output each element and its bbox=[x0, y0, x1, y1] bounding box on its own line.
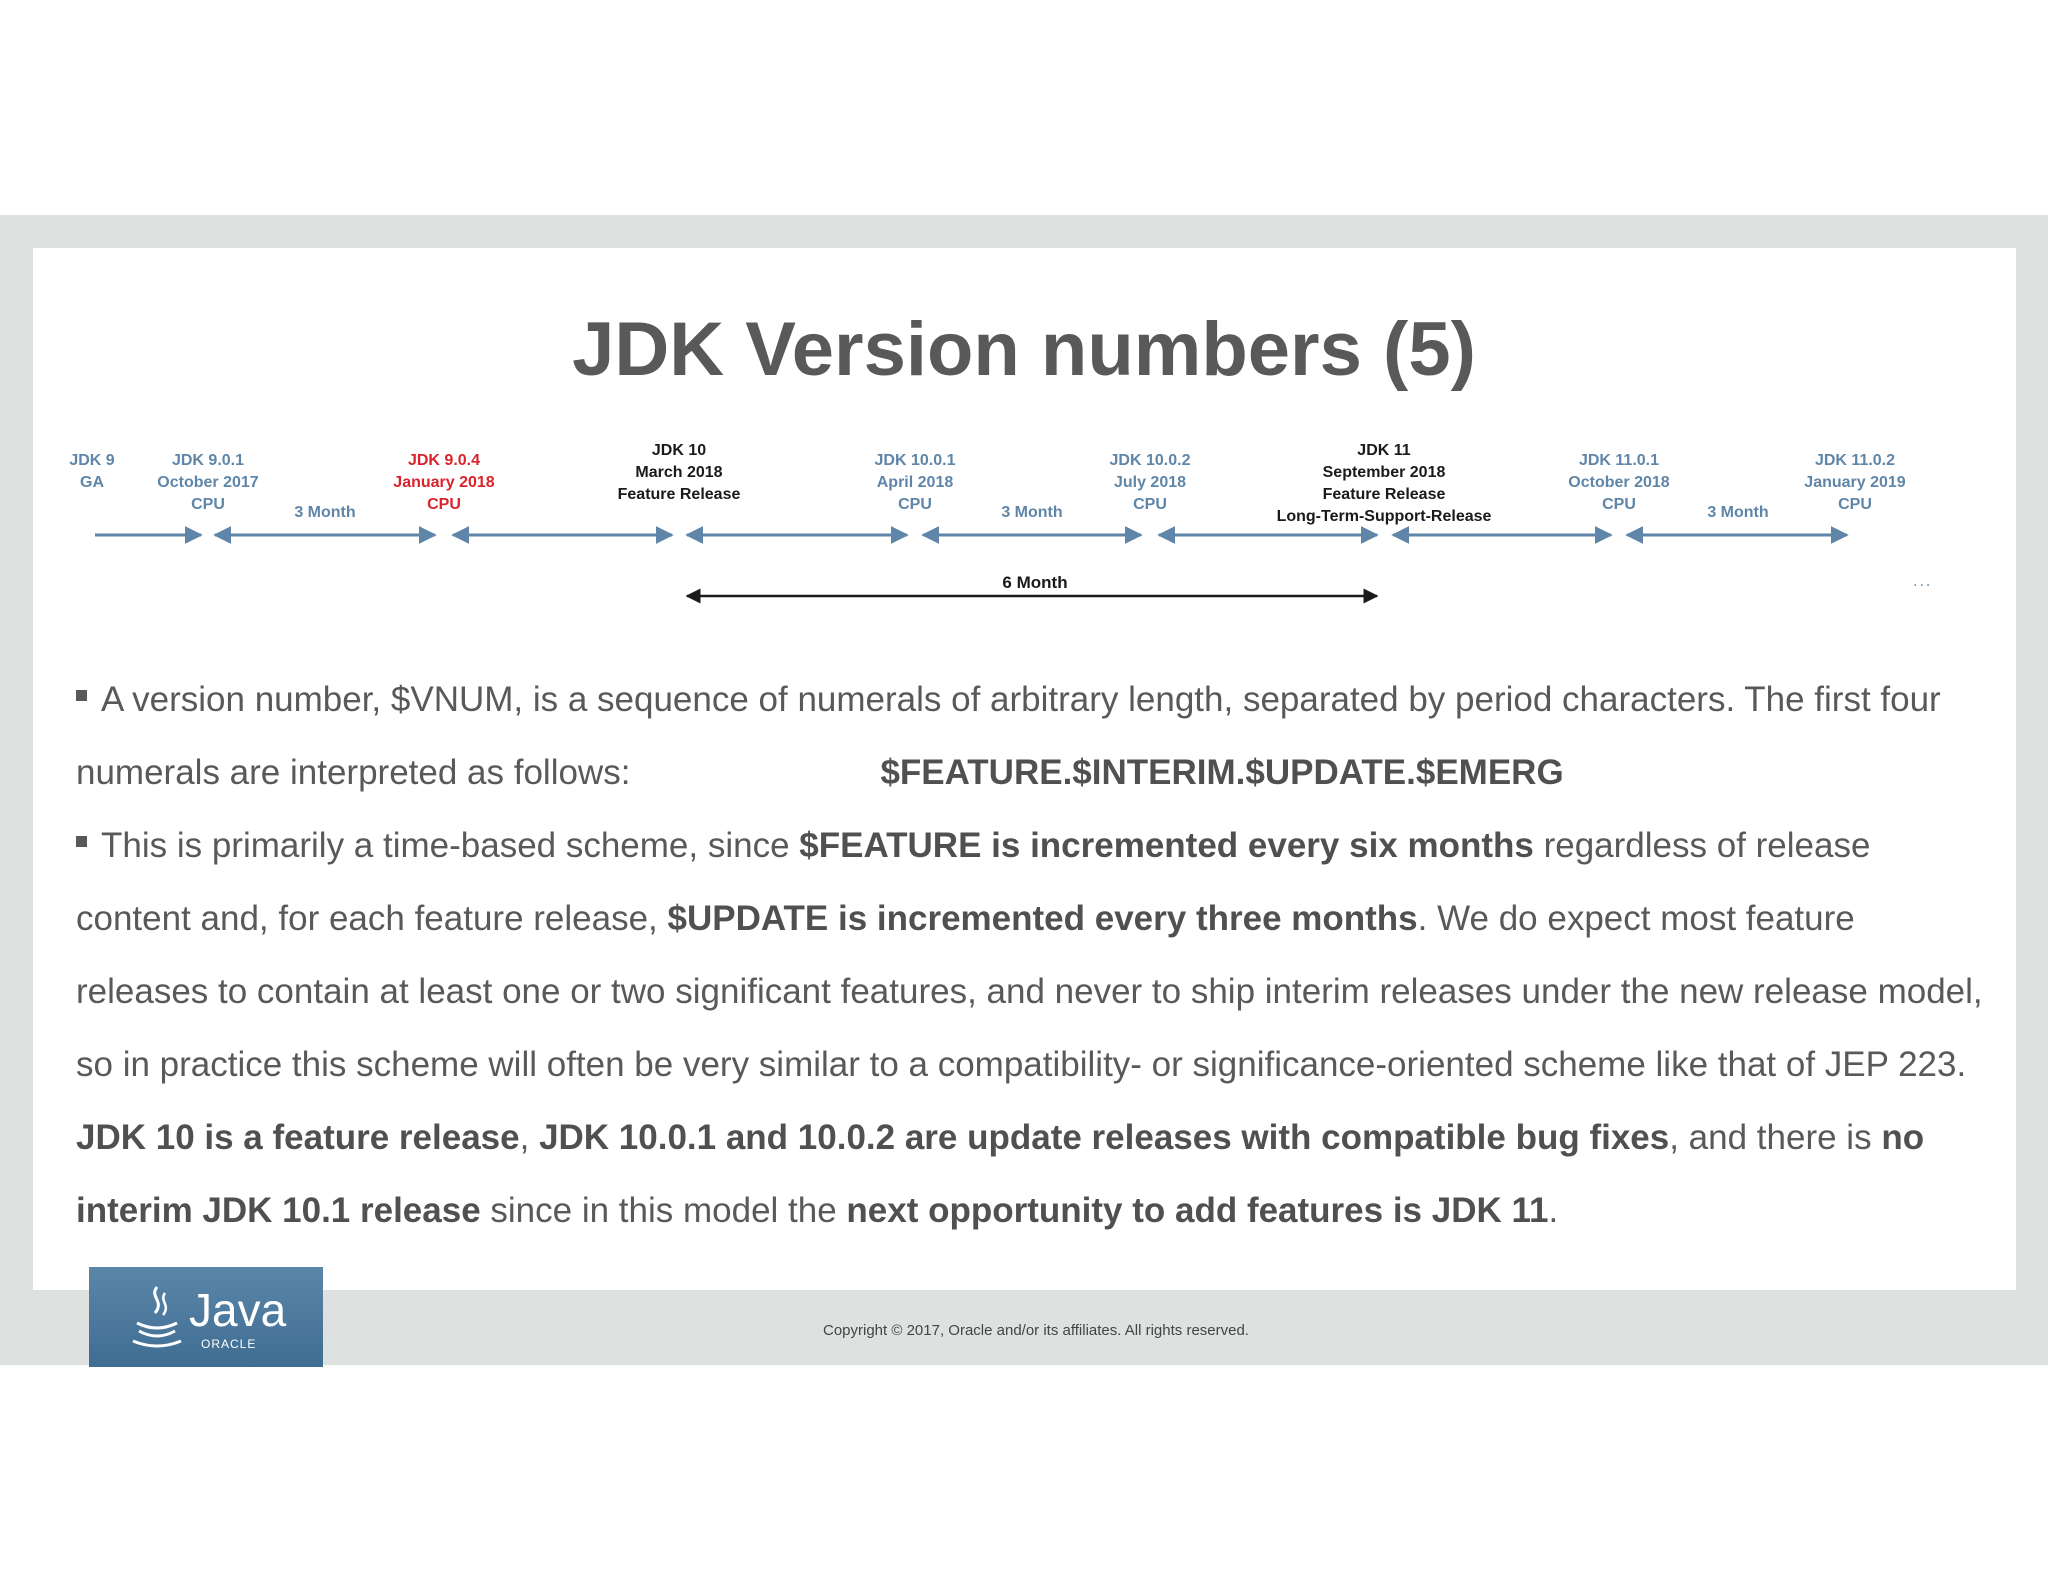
gap-label: 3 Month bbox=[1001, 504, 1063, 521]
slide-title: JDK Version numbers (5) bbox=[572, 307, 1476, 392]
bullet-icon bbox=[76, 690, 87, 701]
milestone-line: July 2018 bbox=[1113, 474, 1187, 491]
milestone-line: JDK 10.0.1 bbox=[874, 452, 956, 469]
paragraph-time-based-scheme: This is primarily a time-based scheme, since $FEATURE is incremented every six months regardless of release content and, for each feature release, $UPDATE is incremented every three months. We do expect most feature releases to contain at least one or two significant features, and never to ship interim releases under the new release model, so in practice this scheme will often be very similar to a compatibility- or significance-oriented scheme like that of JEP 223. JDK 10 is a feature release, JDK 10.0.1 and 10.0.2 are update releases with compatible bug fixes, and there is no interim JDK 10.1 release since in this model the next opportunity to add features is JDK 11. bbox=[76, 826, 1983, 1230]
timeline-milestone bbox=[618, 440, 741, 506]
milestone-line: JDK 11.0.2 bbox=[1814, 452, 1896, 469]
slide-body bbox=[76, 663, 1986, 1247]
milestone-line: CPU bbox=[898, 496, 932, 513]
gap-label: 3 Month bbox=[1707, 504, 1769, 521]
milestone-line: October 2018 bbox=[1568, 474, 1670, 491]
milestone-line: JDK 10 bbox=[651, 442, 707, 459]
copyright-notice: Copyright © 2017, Oracle and/or its affiliates. All rights reserved. bbox=[823, 1322, 1249, 1339]
timeline-milestone bbox=[1568, 450, 1669, 516]
milestone-line: JDK 9.0.4 bbox=[407, 452, 481, 469]
milestone-line: CPU bbox=[1838, 496, 1872, 513]
version-format: $FEATURE.$INTERIM.$UPDATE.$EMERG bbox=[880, 753, 1564, 792]
timeline-milestone bbox=[1804, 450, 1905, 516]
milestone-line: CPU bbox=[1602, 496, 1636, 513]
milestone-line: JDK 9 bbox=[69, 452, 115, 469]
milestone-line: GA bbox=[79, 474, 104, 491]
milestone-line: CPU bbox=[191, 496, 225, 513]
bullet-icon bbox=[76, 836, 87, 847]
milestone-line: JDK 11.0.1 bbox=[1578, 452, 1660, 469]
timeline-milestone bbox=[157, 450, 258, 516]
timeline-milestone bbox=[875, 450, 956, 516]
timeline-milestone bbox=[393, 450, 494, 516]
milestone-line: CPU bbox=[1133, 496, 1167, 513]
milestone-line: JDK 9.0.1 bbox=[171, 452, 245, 469]
milestone-line: January 2018 bbox=[393, 474, 495, 491]
milestone-line: Feature Release bbox=[1322, 486, 1446, 503]
milestone-line: January 2019 bbox=[1804, 474, 1906, 491]
timeline-milestone bbox=[1277, 440, 1492, 528]
logo-subtext: ORACLE bbox=[201, 1337, 257, 1351]
milestone-line: March 2018 bbox=[635, 464, 723, 481]
java-cup-icon bbox=[127, 1283, 187, 1353]
milestone-line: Long-Term-Support-Release bbox=[1276, 508, 1492, 525]
milestone-line: JDK 11 bbox=[1357, 442, 1411, 459]
logo-text: Java bbox=[189, 1284, 287, 1336]
timeline-milestone bbox=[69, 450, 114, 494]
milestone-line: April 2018 bbox=[876, 474, 954, 491]
paragraph-version-number: A version number, $VNUM, is a sequence of numerals of arbitrary length, separated by period characters. The first four numerals are interpreted as follows: $FEATURE.$INTERIM.$UPDATE.$EMERG bbox=[76, 663, 1986, 809]
milestone-line: October 2017 bbox=[157, 474, 259, 491]
milestone-line: September 2018 bbox=[1322, 464, 1446, 481]
timeline-milestone bbox=[1110, 450, 1191, 516]
gap-label: 3 Month bbox=[294, 504, 356, 521]
milestone-line: Feature Release bbox=[617, 486, 741, 503]
milestone-line: JDK 10.0.2 bbox=[1109, 452, 1191, 469]
release-timeline bbox=[55, 432, 1955, 617]
span-label: 6 Month bbox=[1002, 573, 1068, 592]
timeline-continuation: ... bbox=[1913, 574, 1933, 590]
milestone-line: CPU bbox=[427, 496, 461, 513]
java-logo bbox=[89, 1267, 323, 1367]
